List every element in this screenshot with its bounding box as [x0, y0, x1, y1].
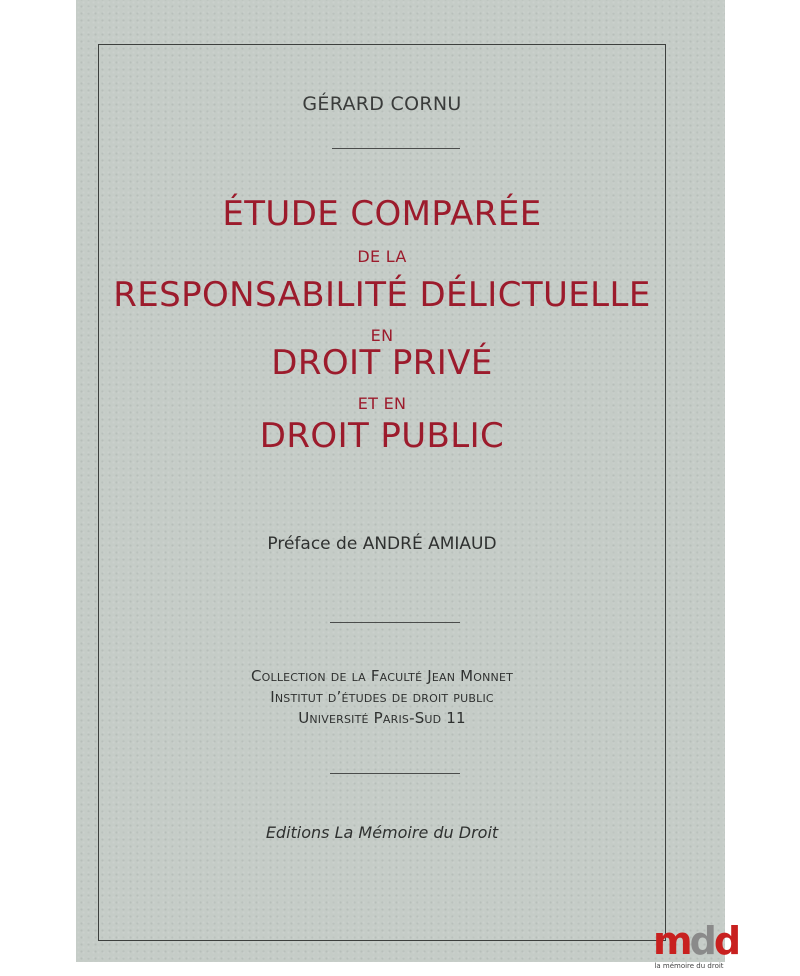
author-name: GÉRARD CORNU — [302, 93, 462, 115]
title-line-6: ET EN — [357, 394, 407, 413]
collection-line-2: Institut d’études de droit public — [270, 688, 494, 706]
title-line-3: RESPONSABILITÉ DÉLICTUELLE — [113, 275, 651, 315]
divider-middle — [330, 622, 460, 623]
title-line-7: DROIT PUBLIC — [259, 416, 505, 456]
divider-bottom — [330, 773, 460, 774]
title-line-1: ÉTUDE COMPARÉE — [222, 194, 542, 234]
publisher: Editions La Mémoire du Droit — [265, 823, 499, 842]
title-line-5: DROIT PRIVÉ — [271, 343, 493, 383]
mdd-logo-mark: mdd — [653, 919, 739, 963]
logo-tagline: la mémoire du droit — [654, 962, 724, 970]
cover-frame — [98, 44, 666, 941]
collection-line-1: Collection de la Faculté Jean Monnet — [250, 667, 514, 685]
title-line-2: DE LA — [357, 247, 407, 266]
collection-line-3: Université Paris-Sud 11 — [298, 709, 466, 727]
title-line-4: EN — [370, 326, 394, 345]
divider-top — [332, 148, 460, 149]
preface: Préface de ANDRÉ AMIAUD — [267, 534, 497, 554]
publisher-logo — [653, 919, 739, 976]
